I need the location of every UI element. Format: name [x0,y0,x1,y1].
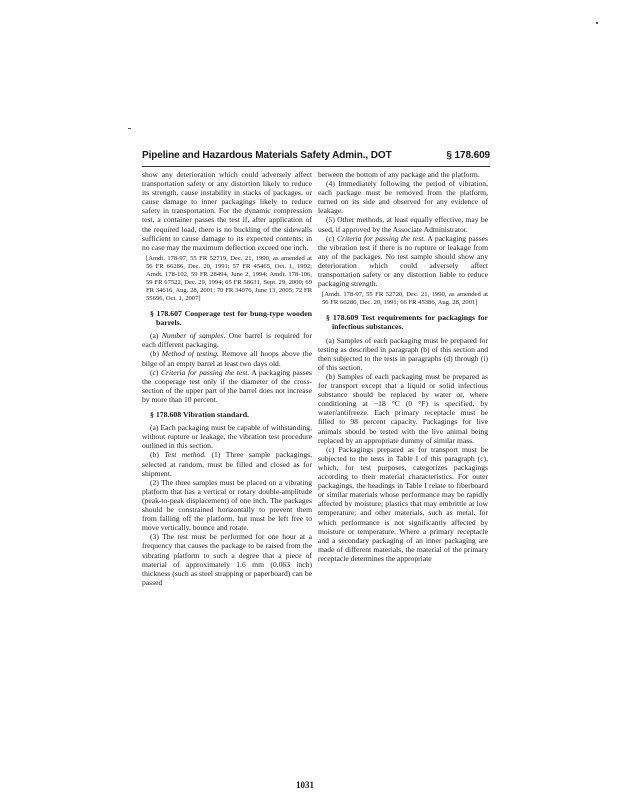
paragraph-heading: Number of samples. [161,331,226,341]
section-number: § 178.607 [150,308,182,318]
paragraph: (a) Samples of each packaging must be prepared for testing as described in paragraph (b) of this section and then subjected to the tests in paragraphs (d) through (i) of this section. [318,335,488,372]
header-title: Pipeline and Hazardous Materials Safety Admin., DOT [142,150,392,161]
paragraph-heading: Test method. [164,450,207,460]
paragraph [142,331,312,349]
right-column [318,170,488,563]
section-heading-178-608 [142,410,312,419]
paragraph: (2) The three samples must be placed on a vibrating platform that has a vertical or rotary double-amplitude (peak-to-peak displacement) of one inch. The packages should be constrained horizontally to prevent them from falling off the platform, but must be left free to move vertically, bounce and rotate. [142,477,312,533]
paragraph: (a) Each packaging must be capable of withstanding, without rupture or leakage, the vibration test procedure outlined in this section. [142,423,312,451]
paragraph: (b) Samples of each packaging must be prepared as for transport except that a liquid or solid infectious substance should be replaced by water or, where conditioning at −18 °C (0 °F) is specified, by water/antifreeze. Each primary receptacle must be filled to 98 percent capacity. Packagings for live animals should be tested with the live animal being replaced by an appropriate dummy of similar mass. [318,372,488,445]
section-heading-178-609 [318,313,488,331]
paragraph: (c) Packagings prepared as for transport must be subjected to the tests in Table I of this paragraph (c), which, for test purposes, categorizes packagings according to their material characteristics. For outer packagings, the headings in Table I relate to fiberboard or similar materials whose performance may be rapidly affected by moisture; plastics that may embrittle at low temperature; and other materials, such as metal, for which performance is not significantly affected by moisture or temperature. Where a primary receptacle and a secondary packaging of an inner packaging are made of different materials, the material of the primary receptacle determines the appropriate [318,444,488,563]
section-number: § 178.608 [150,410,182,419]
paragraph [142,368,312,404]
paragraph-heading: Method of testing. [161,349,219,359]
running-header [142,150,490,166]
citation: [Amdt. 178-97, 55 FR 52720, Dec. 21, 1990, as amended at 56 FR 66286, Dec. 20, 1991; 66 FR 45386, Aug. 28, 2001] [322,291,488,307]
paragraph-label: (b) [150,349,159,359]
paragraph: show any deterioration which could adversely affect transportation safety or any distortion likely to reduce its strength, cause instability in stacks of packages, or cause damage to inner packagings likely to reduce safety in transportation. For the dynamic compression test, a container passes the test if, after application of the required load, there is no buckling of the sidewalls sufficient to cause damage to its expected contents; in no case may the maximum deflection exceed one inch. [142,170,312,252]
paragraph [142,450,312,477]
paragraph-text: Remove all hoops above the bilge of an empty barrel at least two days old. [142,349,312,368]
page-number: 1031 [296,780,314,790]
header-section-ref: § 178.609 [446,150,490,161]
paragraph [318,234,488,289]
left-column [142,170,312,587]
paragraph-text: A packaging passes the vibration test if there is no rupture or leakage from any of the packages. No test sample should show any deterioration which could adversely affect transportation safety or any distortion liable to reduce packaging strength. [318,233,489,289]
paragraph-label: (a) [150,331,159,341]
paragraph [142,349,312,367]
paragraph: between the bottom of any package and the platform. [318,170,480,179]
scan-mark [128,128,131,129]
section-title: Vibration standard. [183,410,249,419]
section-number: § 178.609 [326,313,359,323]
scan-speck [596,22,598,24]
section-title: Cooperage test for bung-type wooden barrels. [156,308,313,328]
paragraph-text: A packaging passes the cooperage test only if the diameter of the cross-section of the upper part of the barrel does not increase by more than 10 percent. [142,367,313,404]
paragraph-label: (c) [326,233,335,243]
section-title: Test requirements for packagings for infectious substances. [332,313,488,332]
paragraph-label: (c) [150,367,159,377]
paragraph: (5) Other methods, at least equally effective, may be used, if approved by the Associate Administrator. [318,215,488,234]
paragraph: (4) Immediately following the period of vibration, each package must be removed from the platform, turned on its side and observed for any evidence of leakage. [318,179,488,216]
paragraph-text: One barrel is required for each different packaging. [142,331,312,350]
header-rule [142,166,490,167]
paragraph-heading: Criteria for passing the test. [336,233,426,243]
paragraph-heading: Criteria for passing the test. [160,367,250,377]
paragraph: (3) The test must be performed for one hour at a frequency that causes the package to be raised from the vibrating platform to such a degree that a piece of material of approximately 1.6 mm (0.063 inch) thickness (such as steel strapping or paperboard) can be passed [142,532,312,587]
paragraph-text: (1) Three sample packagings, selected at random, must be filled and closed as for shipment. [142,450,312,478]
citation: [Amdt. 178-97, 55 FR 52719, Dec. 21, 1990, as amended at 56 FR 66286, Dec. 20, 1991; 57 FR 45465, Oct. 1, 1992; Amdt. 178-102, 59 FR 28494, June 2, 1994; Amdt. 178-106, 59 FR 67522, Dec. 29, 1994; 65 FR 58631, Sept. 29, 2000; 69 FR 34616, Aug. 28, 2001; 70 FR 34076, June 13, 2005; 72 FR 55696, Oct. 1, 2007] [146,254,312,302]
paragraph-label: (b) [150,450,159,460]
section-heading-178-607 [142,309,312,327]
